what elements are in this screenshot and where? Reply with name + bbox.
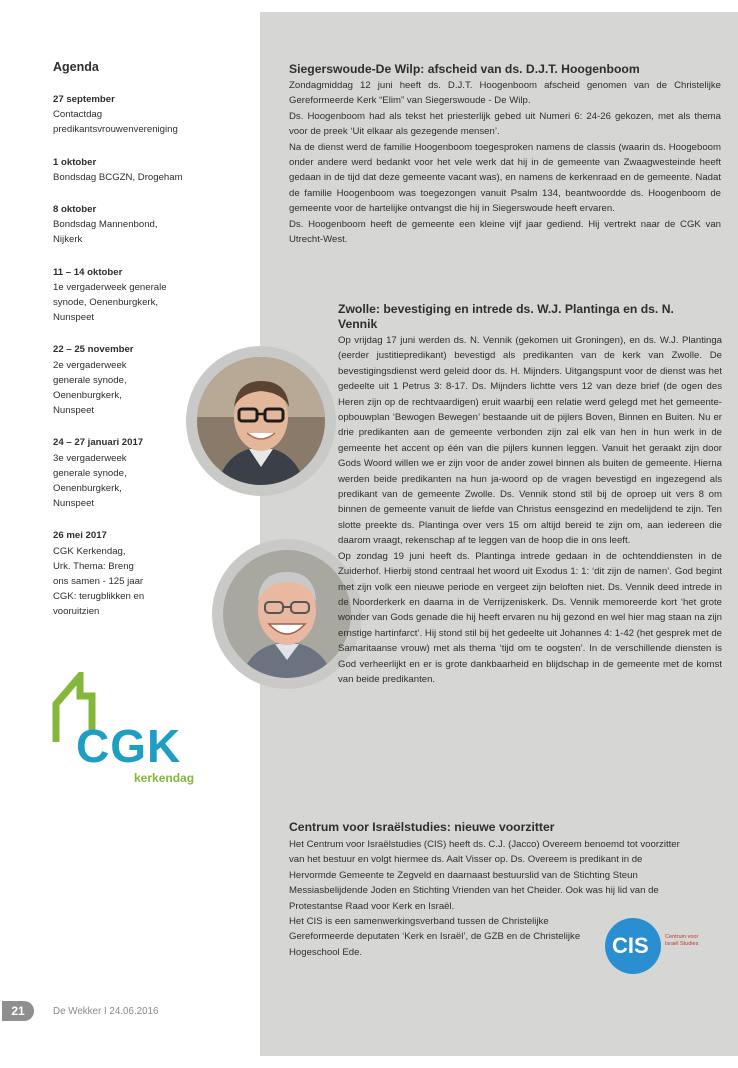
agenda-date: 22 – 25 november — [53, 344, 134, 356]
agenda-desc: 3e vergaderweek generale synode, Oenenburgkerk, Nunspeet — [53, 452, 127, 510]
agenda-sidebar — [53, 60, 223, 637]
portrait-photo-plantinga — [197, 357, 325, 485]
cgk-logo-text: CGK — [76, 720, 182, 772]
article-title: Zwolle: bevestiging en intrede ds. W.J. Plantinga en ds. N. Vennik — [338, 302, 674, 331]
footer-publication: De Wekker I 24.06.2016 — [53, 1006, 159, 1017]
cis-logo-sub: Centrum voor Israël Studies — [665, 934, 699, 947]
portrait-photo-vennik — [223, 550, 351, 678]
agenda-date: 1 oktober — [53, 156, 97, 168]
agenda-title: Agenda — [53, 60, 99, 74]
agenda-item — [53, 528, 223, 619]
page-number: 21 — [2, 1001, 34, 1021]
cis-logo-text: CIS — [612, 933, 649, 958]
cgk-kerkendag-logo — [52, 672, 212, 812]
agenda-item — [53, 265, 223, 326]
agenda-desc: CGK Kerkendag, Urk. Thema: Breng ons samen - 125 jaar CGK: terugblikken en vooruitzien — [53, 545, 145, 618]
article-title: Centrum voor Israëlstudies: nieuwe voorzitter — [289, 820, 555, 834]
article-paragraph: Het Centrum voor Israëlstudies (CIS) heeft ds. C.J. (Jacco) Overeem benoemd tot voorzitter van het bestuur en volgt hiermee ds. Aalt Visser op. Ds. Overeem is predikant in de Hervormde Gemeente te Zegveld en daarnaast bestuurslid van de Stichting Steun Messiasbelijdende Joden en Stichting Vrienden van het Cheider. Ook was hij lid van de Protestantse Raad voor Kerk en Israël. — [289, 839, 680, 912]
agenda-desc: Bondsdag Mannenbond, Nijkerk — [53, 219, 158, 246]
agenda-date: 26 mei 2017 — [53, 530, 107, 542]
article-siegerswoude — [289, 62, 721, 247]
article-paragraph: Op vrijdag 17 juni werden ds. N. Vennik (gekomen uit Groningen), en ds. W.J. Plantinga (eerder justitiepredikant) bevestigd als predikanten van de kerk van Zwolle. De bevestigingsdienst werd geleid door ds. H. Mijnders. Uitgangspunt voor de dienst was het gedeelte uit 1 Petrus 3: 8-17. Ds. Mijnders lichtte vers 12 van deze brief (de ogen des Heren zijn op de rechtvaardigen) eruit waarbij een relatie werd gelegd met het gemeente-opbouwplan ‘Bewogen Bewegen’ bestaande uit de pijlers Boven, Binnen en Buiten. Nu er drie predikanten aan de gemeente verbonden zijn zal elk van hen in hun werk in de gemeente het accent op één van die pijlers kunnen leggen. Vanuit het geraakt zijn door Gods Woord willen we er zijn voor de ander zowel binnen als buiten de gemeente. Hierna werden beide predikanten na hun ja-woord op de vragen bevestigd en ingezegend als predikant van de gemeente Zwolle. Ds. Vennik stond stil bij de oproep uit vers 8 om binnen de gemeente vanuit de liefde van Christus eensgezind en medelijdend te zijn. Ten slotte preekte ds. Plantinga over vers 15 om altijd bereid te zijn om, aan iedereen die daarom vraagt, rekenschap af te leggen van de hoop die in ons leeft. — [338, 335, 722, 547]
article-paragraph: Ds. Hoogenboom heeft de gemeente een kleine vijf jaar gediend. Hij vertrekt naar de CGK van Utrecht-West. — [289, 218, 721, 246]
agenda-item — [53, 92, 223, 138]
agenda-desc: 1e vergaderweek generale synode, Oenenburgkerk, Nunspeet — [53, 281, 167, 324]
agenda-desc: Contactdag predikantsvrouwenvereniging — [53, 109, 178, 136]
article-paragraph: Ds. Hoogenboom had als tekst het priesterlijk gebed uit Numeri 6: 24-26 gekozen, met als thema voor de preek ‘Uit elkaar als gezegende mensen’. — [289, 110, 721, 138]
agenda-desc: 2e vergaderweek generale synode, Oenenburgkerk, Nunspeet — [53, 359, 127, 417]
cgk-logo-sub: kerkendag — [134, 771, 195, 785]
article-paragraph: Na de dienst werd de familie Hoogenboom toegesproken namens de classis (waarin ds. Hoogeboom onder andere werd bedankt voor het vele werk dat hij in de gemeente van Zwaagwesteinde heeft gedaan in de tijd dat deze gemeente vacant was), en namens de kerkenraad en de gemeente. Nadat de familie Hoogenboom was toegezongen vanuit Psalm 134, beantwoordde ds. Hoogenboom de gemeente voor de hartelijke ontvangst die hij in Siegerswoude heeft ervaren. — [289, 141, 721, 215]
agenda-item — [53, 155, 223, 185]
agenda-date: 24 – 27 januari 2017 — [53, 437, 144, 449]
article-paragraph: Het CIS is een samenwerkingsverband tussen de Christelijke Gereformeerde deputaten ‘Kerk en Israël’, de GZB en de Christelijke Hogeschool Ede. — [289, 916, 581, 958]
article-paragraph: Zondagmiddag 12 juni heeft ds. D.J.T. Hoogenboom afscheid genomen van de Christelijke Gereformeerde Kerk “Elim” van Siegerswoude - De Wilp. — [289, 80, 721, 107]
agenda-date: 8 oktober — [53, 204, 97, 216]
article-zwolle — [338, 302, 722, 687]
agenda-desc: Bondsdag BCGZN, Drogeham — [53, 171, 183, 183]
article-paragraph: Op zondag 19 juni heeft ds. Plantinga intrede gedaan in de ochtenddiensten in de Zuiderhof. Hierbij stond centraal het woord uit Exodus 1: 1: ‘dit zijn de namen’. God begint met zijn volk een nieuwe periode en vergeet zijn beloften niet. Ds. Vennik deed intrede in de Noorderkerk en daarna in de Verrijzeniskerk. Ds. Vennik memoreerde kort ‘het grote wonder van Gods genade die hij heeft ervaren nu hij gezond en wel hier mag staan na zijn ernstige hartinfarct’. Hij stond stil bij het gedeelte uit Johannes 4: 1-42 (het gesprek met de Samaritaanse vrouw) met als thema ‘tijd om te oogsten’. In de verschillende diensten is God verheerlijkt en er is grote dankbaarheid en blijdschap in de gemeente met de komst van beide predikanten. — [338, 550, 722, 685]
article-title: Siegerswoude-De Wilp: afscheid van ds. D.J.T. Hoogenboom — [289, 62, 640, 76]
cis-logo — [605, 918, 705, 978]
agenda-date: 27 september — [53, 94, 115, 105]
agenda-date: 11 – 14 oktober — [53, 266, 123, 278]
agenda-item — [53, 202, 223, 248]
